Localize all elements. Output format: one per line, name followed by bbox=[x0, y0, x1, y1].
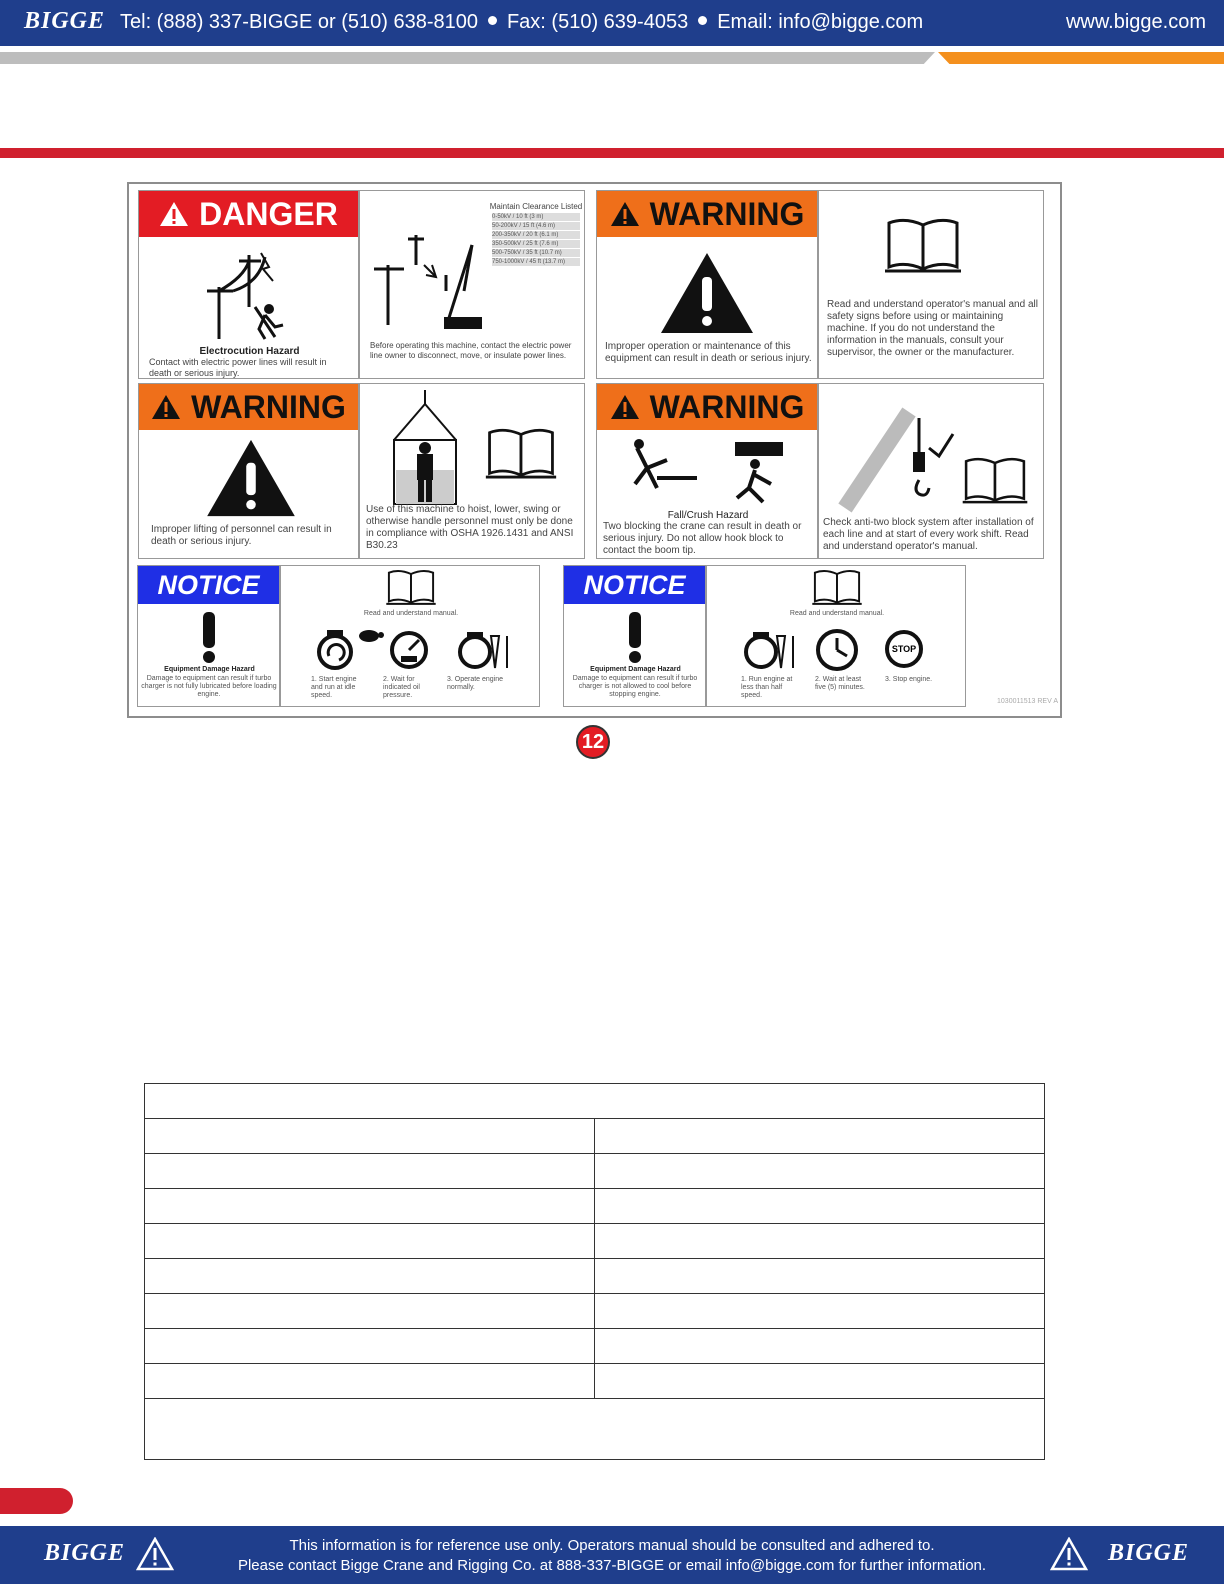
bullet-icon bbox=[488, 16, 497, 25]
stop-step: 1. Run engine at less than half speed. bbox=[741, 676, 793, 699]
notice-panel-stop bbox=[563, 565, 706, 707]
warning-heading bbox=[597, 191, 817, 237]
notice-panel-start bbox=[137, 565, 280, 707]
personnel-basket-panel bbox=[359, 383, 585, 559]
warning-triangle-icon bbox=[136, 1537, 174, 1571]
table-row bbox=[145, 1364, 1045, 1399]
clearance-row: 0-50kV / 10 ft (3 m) bbox=[492, 213, 580, 221]
equipment-damage-title: Equipment Damage Hazard bbox=[590, 666, 681, 673]
bigge-logo[interactable]: BIGGE bbox=[44, 1540, 126, 1566]
footer-line: This information is for reference use only. Operators manual should be consulted and adhered to. bbox=[289, 1537, 935, 1554]
electrocution-hazard-title: Electrocution Hazard bbox=[199, 346, 300, 357]
section-divider bbox=[0, 148, 1224, 158]
bigge-logo[interactable]: BIGGE bbox=[1108, 1540, 1190, 1566]
notice-heading: NOTICE bbox=[138, 566, 279, 604]
table-cell bbox=[145, 1189, 595, 1224]
table-row bbox=[145, 1224, 1045, 1259]
personnel-compliance-text: Use of this machine to hoist, lower, swing or otherwise handle personnel must only be done in compliance with OSHA 1926.1431 and ANSI B30.23 bbox=[366, 504, 574, 551]
warning-panel-personnel bbox=[138, 383, 359, 559]
personnel-basket-icon bbox=[390, 390, 460, 508]
warning-personnel-text: Improper lifting of personnel can result in death or serious injury. bbox=[151, 524, 332, 547]
footer-disclaimer bbox=[190, 1536, 1034, 1576]
header-orange-stripe bbox=[938, 52, 1224, 64]
manual-book-icon bbox=[961, 456, 1029, 504]
email-link[interactable]: Email: info@bigge.com bbox=[717, 11, 924, 33]
electrocution-hazard-text: Contact with electric power lines will result in death or serious injury. bbox=[149, 357, 327, 378]
notice-start-text: Damage to equipment can result if turbo charger is not fully lubricated before loading engine. bbox=[141, 675, 277, 698]
table-row bbox=[145, 1294, 1045, 1329]
boom-hook-icon bbox=[825, 392, 961, 516]
read-manual-label: Read and understand manual. bbox=[363, 610, 459, 617]
table-cell bbox=[595, 1364, 1045, 1399]
footer-line: Please contact Bigge Crane and Rigging Co. at 888-337-BIGGE or email info@bigge.com for further information. bbox=[237, 1557, 987, 1574]
table-cell bbox=[595, 1189, 1045, 1224]
warning-panel-operation bbox=[596, 190, 818, 379]
electrocution-pictogram-icon bbox=[199, 247, 299, 343]
contact-info bbox=[120, 11, 923, 34]
header-bar bbox=[0, 0, 1224, 46]
safety-decal-figure bbox=[127, 182, 1062, 718]
warning-heading bbox=[139, 384, 358, 430]
equipment-damage-title: Equipment Damage Hazard bbox=[164, 666, 255, 673]
engine-start-panel bbox=[280, 565, 540, 707]
warning-heading-text: WARNING bbox=[649, 195, 805, 232]
table-cell bbox=[145, 1119, 595, 1154]
table-cell bbox=[145, 1084, 1045, 1119]
fall-crush-pictogram-icon bbox=[627, 438, 787, 508]
decal-part-number: 1030011513 REV A bbox=[997, 698, 1058, 705]
clearance-row: 500-750kV / 35 ft (10.7 m) bbox=[492, 249, 580, 257]
spec-table bbox=[144, 1083, 1045, 1460]
fall-crush-hazard-title: Fall/Crush Hazard bbox=[667, 510, 749, 521]
manual-book-icon bbox=[883, 217, 963, 273]
table-cell bbox=[145, 1294, 595, 1329]
crane-power-line-icon bbox=[368, 225, 488, 335]
table-cell bbox=[145, 1154, 595, 1189]
warning-heading-text: WARNING bbox=[649, 388, 805, 425]
power-line-panel bbox=[359, 190, 585, 379]
danger-heading-text: DANGER bbox=[199, 195, 338, 232]
table-cell bbox=[595, 1154, 1045, 1189]
notice-heading: NOTICE bbox=[564, 566, 705, 604]
warning-triangle-icon bbox=[610, 201, 640, 227]
website-link[interactable]: www.bigge.com bbox=[1065, 11, 1206, 33]
table-cell bbox=[145, 1399, 1045, 1460]
start-step: 3. Operate engine normally. bbox=[447, 676, 504, 691]
turtle-idle-icon bbox=[355, 626, 385, 642]
oil-pressure-gauge-icon bbox=[389, 628, 429, 672]
table-cell bbox=[595, 1259, 1045, 1294]
start-step: 2. Wait for indicated oil pressure. bbox=[383, 676, 420, 699]
warning-triangle-icon bbox=[1050, 1537, 1088, 1571]
table-row bbox=[145, 1329, 1045, 1364]
phone-text: Tel: (888) 337-BIGGE or (510) 638-8100 bbox=[120, 11, 478, 33]
read-manual-panel bbox=[818, 190, 1044, 379]
clearance-table bbox=[492, 213, 580, 267]
clearance-row: 200-350kV / 20 ft (6.1 m) bbox=[492, 231, 580, 239]
danger-heading bbox=[139, 191, 358, 237]
table-cell bbox=[595, 1224, 1045, 1259]
table-cell bbox=[145, 1259, 595, 1294]
power-line-text: Before operating this machine, contact the electric power line owner to disconnect, move, or insulate power lines. bbox=[370, 341, 572, 360]
table-row bbox=[145, 1189, 1045, 1224]
engine-start-icon bbox=[315, 628, 355, 672]
anti-two-block-text: Check anti-two block system after installation of each line and at start of every work shift. Read and understand operator's manual. bbox=[823, 517, 1034, 552]
start-step: 1. Start engine and run at idle speed. bbox=[311, 676, 357, 699]
timer-icon bbox=[815, 628, 859, 672]
fall-crush-text: Two blocking the crane can result in death or serious injury. Do not allow hook block to contact the boom tip. bbox=[603, 521, 802, 556]
exclamation-triangle-icon bbox=[205, 438, 297, 518]
table-cell bbox=[595, 1119, 1045, 1154]
table-cell bbox=[145, 1364, 595, 1399]
anti-two-block-panel bbox=[818, 383, 1044, 559]
engine-stop-panel bbox=[706, 565, 966, 707]
table-note-row bbox=[145, 1399, 1045, 1460]
manual-book-icon bbox=[385, 568, 437, 606]
warning-heading bbox=[597, 384, 817, 430]
clearance-row: 350-500kV / 25 ft (7.6 m) bbox=[492, 240, 580, 248]
warning-triangle-icon bbox=[610, 394, 640, 420]
notice-stop-text: Damage to equipment can result if turbo charger is not allowed to cool before stopping engine. bbox=[572, 675, 698, 698]
table-header-row bbox=[145, 1084, 1045, 1119]
table-row bbox=[145, 1154, 1045, 1189]
table-row bbox=[145, 1259, 1045, 1294]
manual-book-icon bbox=[811, 568, 863, 606]
clearance-table-title: Maintain Clearance Listed bbox=[489, 202, 583, 211]
warning-operation-text: Improper operation or maintenance of this equipment can result in death or serious injury. bbox=[605, 341, 812, 364]
exclamation-triangle-icon bbox=[659, 251, 755, 335]
stop-engine-icon: STOP bbox=[885, 630, 923, 668]
exclamation-icon bbox=[200, 612, 218, 664]
warning-triangle-icon bbox=[151, 394, 181, 420]
stop-step: 2. Wait at least five (5) minutes. bbox=[815, 676, 865, 691]
warning-triangle-icon bbox=[159, 201, 189, 227]
manual-book-icon bbox=[484, 426, 558, 480]
table-cell bbox=[595, 1329, 1045, 1364]
clearance-row: 50-200kV / 15 ft (4.6 m) bbox=[492, 222, 580, 230]
table-cell bbox=[595, 1294, 1045, 1329]
read-manual-text: Read and understand operator's manual and all safety signs before using or maintaining machine. If you do not understand the information in the manuals, consult your supervisor, the owner or the manufacturer. bbox=[827, 299, 1038, 358]
table-row bbox=[145, 1119, 1045, 1154]
table-cell bbox=[145, 1224, 595, 1259]
page-tab-marker bbox=[0, 1488, 73, 1514]
bullet-icon bbox=[698, 16, 707, 25]
exclamation-icon bbox=[626, 612, 644, 664]
warning-panel-fall-crush bbox=[596, 383, 818, 559]
engine-throttle-icon bbox=[457, 628, 513, 672]
table-cell bbox=[145, 1329, 595, 1364]
header-grey-stripe bbox=[0, 52, 935, 64]
callout-number-badge: 12 bbox=[576, 725, 610, 759]
footer-bar bbox=[0, 1526, 1224, 1584]
bigge-logo[interactable]: BIGGE bbox=[24, 8, 106, 34]
danger-panel bbox=[138, 190, 359, 379]
fax-text: Fax: (510) 639-4053 bbox=[506, 11, 689, 33]
clearance-row: 750-1000kV / 45 ft (13.7 m) bbox=[492, 258, 580, 266]
engine-run-icon bbox=[743, 628, 799, 672]
stop-step: 3. Stop engine. bbox=[885, 676, 933, 683]
warning-heading-text: WARNING bbox=[191, 388, 346, 425]
read-manual-label: Read and understand manual. bbox=[789, 610, 885, 617]
